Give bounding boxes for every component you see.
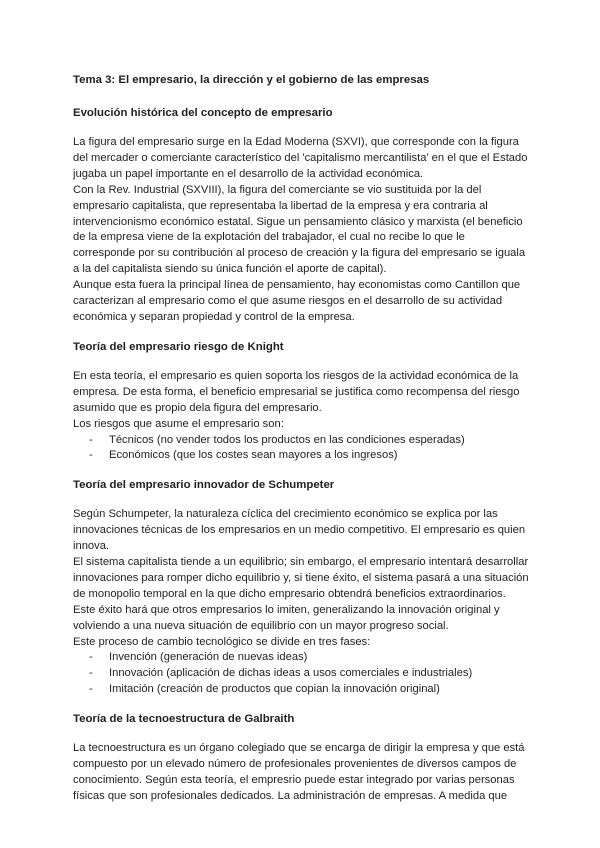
phases-list <box>73 650 530 698</box>
paragraph: Con la Rev. Industrial (SXVIII), la figura del comerciante se vio sustituida por la del empresario capitalista, que representaba la libertad de la empresa y era contraria al intervencionismo económico estatal. Sigue un pensamiento clásico y marxista (el beneficio de la empresa viene de la explotación del trabajador, el cual no recibe lo que le corresponde por su contribución al proceso de creación y la figura del empresario se iguala a la del capitalista siendo su única función el aporte de capital). <box>73 183 526 276</box>
paragraph: La figura del empresario surge en la Edad Moderna (SXVI), que corresponde con la figura del mercader o comerciante característico del 'capitalismo mercantilista' en el que el Estado jugaba un papel importante en el desarrollo de la actividad económica. <box>73 136 528 180</box>
section-heading-evolucion: Evolución histórica del concepto de empresario <box>73 107 333 119</box>
list-item: - Invención (generación de nuevas ideas) <box>89 650 530 666</box>
paragraph: En esta teoría, el empresario es quien soporta los riesgos de la actividad económica de la empresa. De esta forma, el beneficio empresarial se justifica como recompensa del riesgo asumido que es propio dela figura del empresario. <box>73 369 520 414</box>
paragraph: Aunque esta fuera la principal línea de pensamiento, hay economistas como Cantillon que caracterizan al empresario como el que asume riesgos en el desarrollo de su actividad económica y separan propiedad y control de la empresa. <box>73 279 521 323</box>
paragraph: El sistema capitalista tiende a un equilibrio; sin embargo, el empresario intentará desarrollar innovaciones para romper dicho equilibrio y, si tiene éxito, el sistema pasará a una situación de monopolio temporal en la que dicho empresario obtendrá beneficios extraordinarios. Este éxito hará que otros empresarios lo imiten, generalizando la innovación original y volviendo a una nueva situación de equilibrio con un mayor progreso social. <box>73 556 529 632</box>
paragraph: Este proceso de cambio tecnológico se divide en tres fases: <box>73 635 371 648</box>
list-item: - Económicos (que los costes sean mayores a los ingresos) <box>89 448 530 464</box>
section-heading-schumpeter: Teoría del empresario innovador de Schumpeter <box>73 479 335 492</box>
risk-list <box>73 433 530 465</box>
document-title: Tema 3: El empresario, la dirección y el gobierno de las empresas <box>73 74 430 86</box>
paragraph: La tecnoestructura es un órgano colegiado que se encarga de dirigir la empresa y que está compuesto por un elevado número de profesionales provenientes de diversos campos de conocimiento. Según esta teoría, el empresrio puede estar integrado por varias personas físicas que son profesionales dedicados. La administración de empresas. A medida que <box>73 742 525 802</box>
list-item: - Imitación (creación de productos que copian la innovación original) <box>89 682 530 698</box>
paragraph: Los riesgos que asume el empresario son: <box>73 417 284 430</box>
paragraph: Según Schumpeter, la naturaleza cíclica del crecimiento económico se explica por las innovaciones técnicas de los empresarios en un medio competitivo. El empresario es quien innova. <box>73 508 526 553</box>
list-item: - Técnicos (no vender todos los productos en las condiciones esperadas) <box>89 433 530 449</box>
list-item: - Innovación (aplicación de dichas ideas a usos comerciales e industriales) <box>89 666 530 682</box>
section-heading-galbraith: Teoría de la tecnoestructura de Galbraith <box>73 713 295 726</box>
section-heading-knight: Teoría del empresario riesgo de Knight <box>73 340 284 353</box>
